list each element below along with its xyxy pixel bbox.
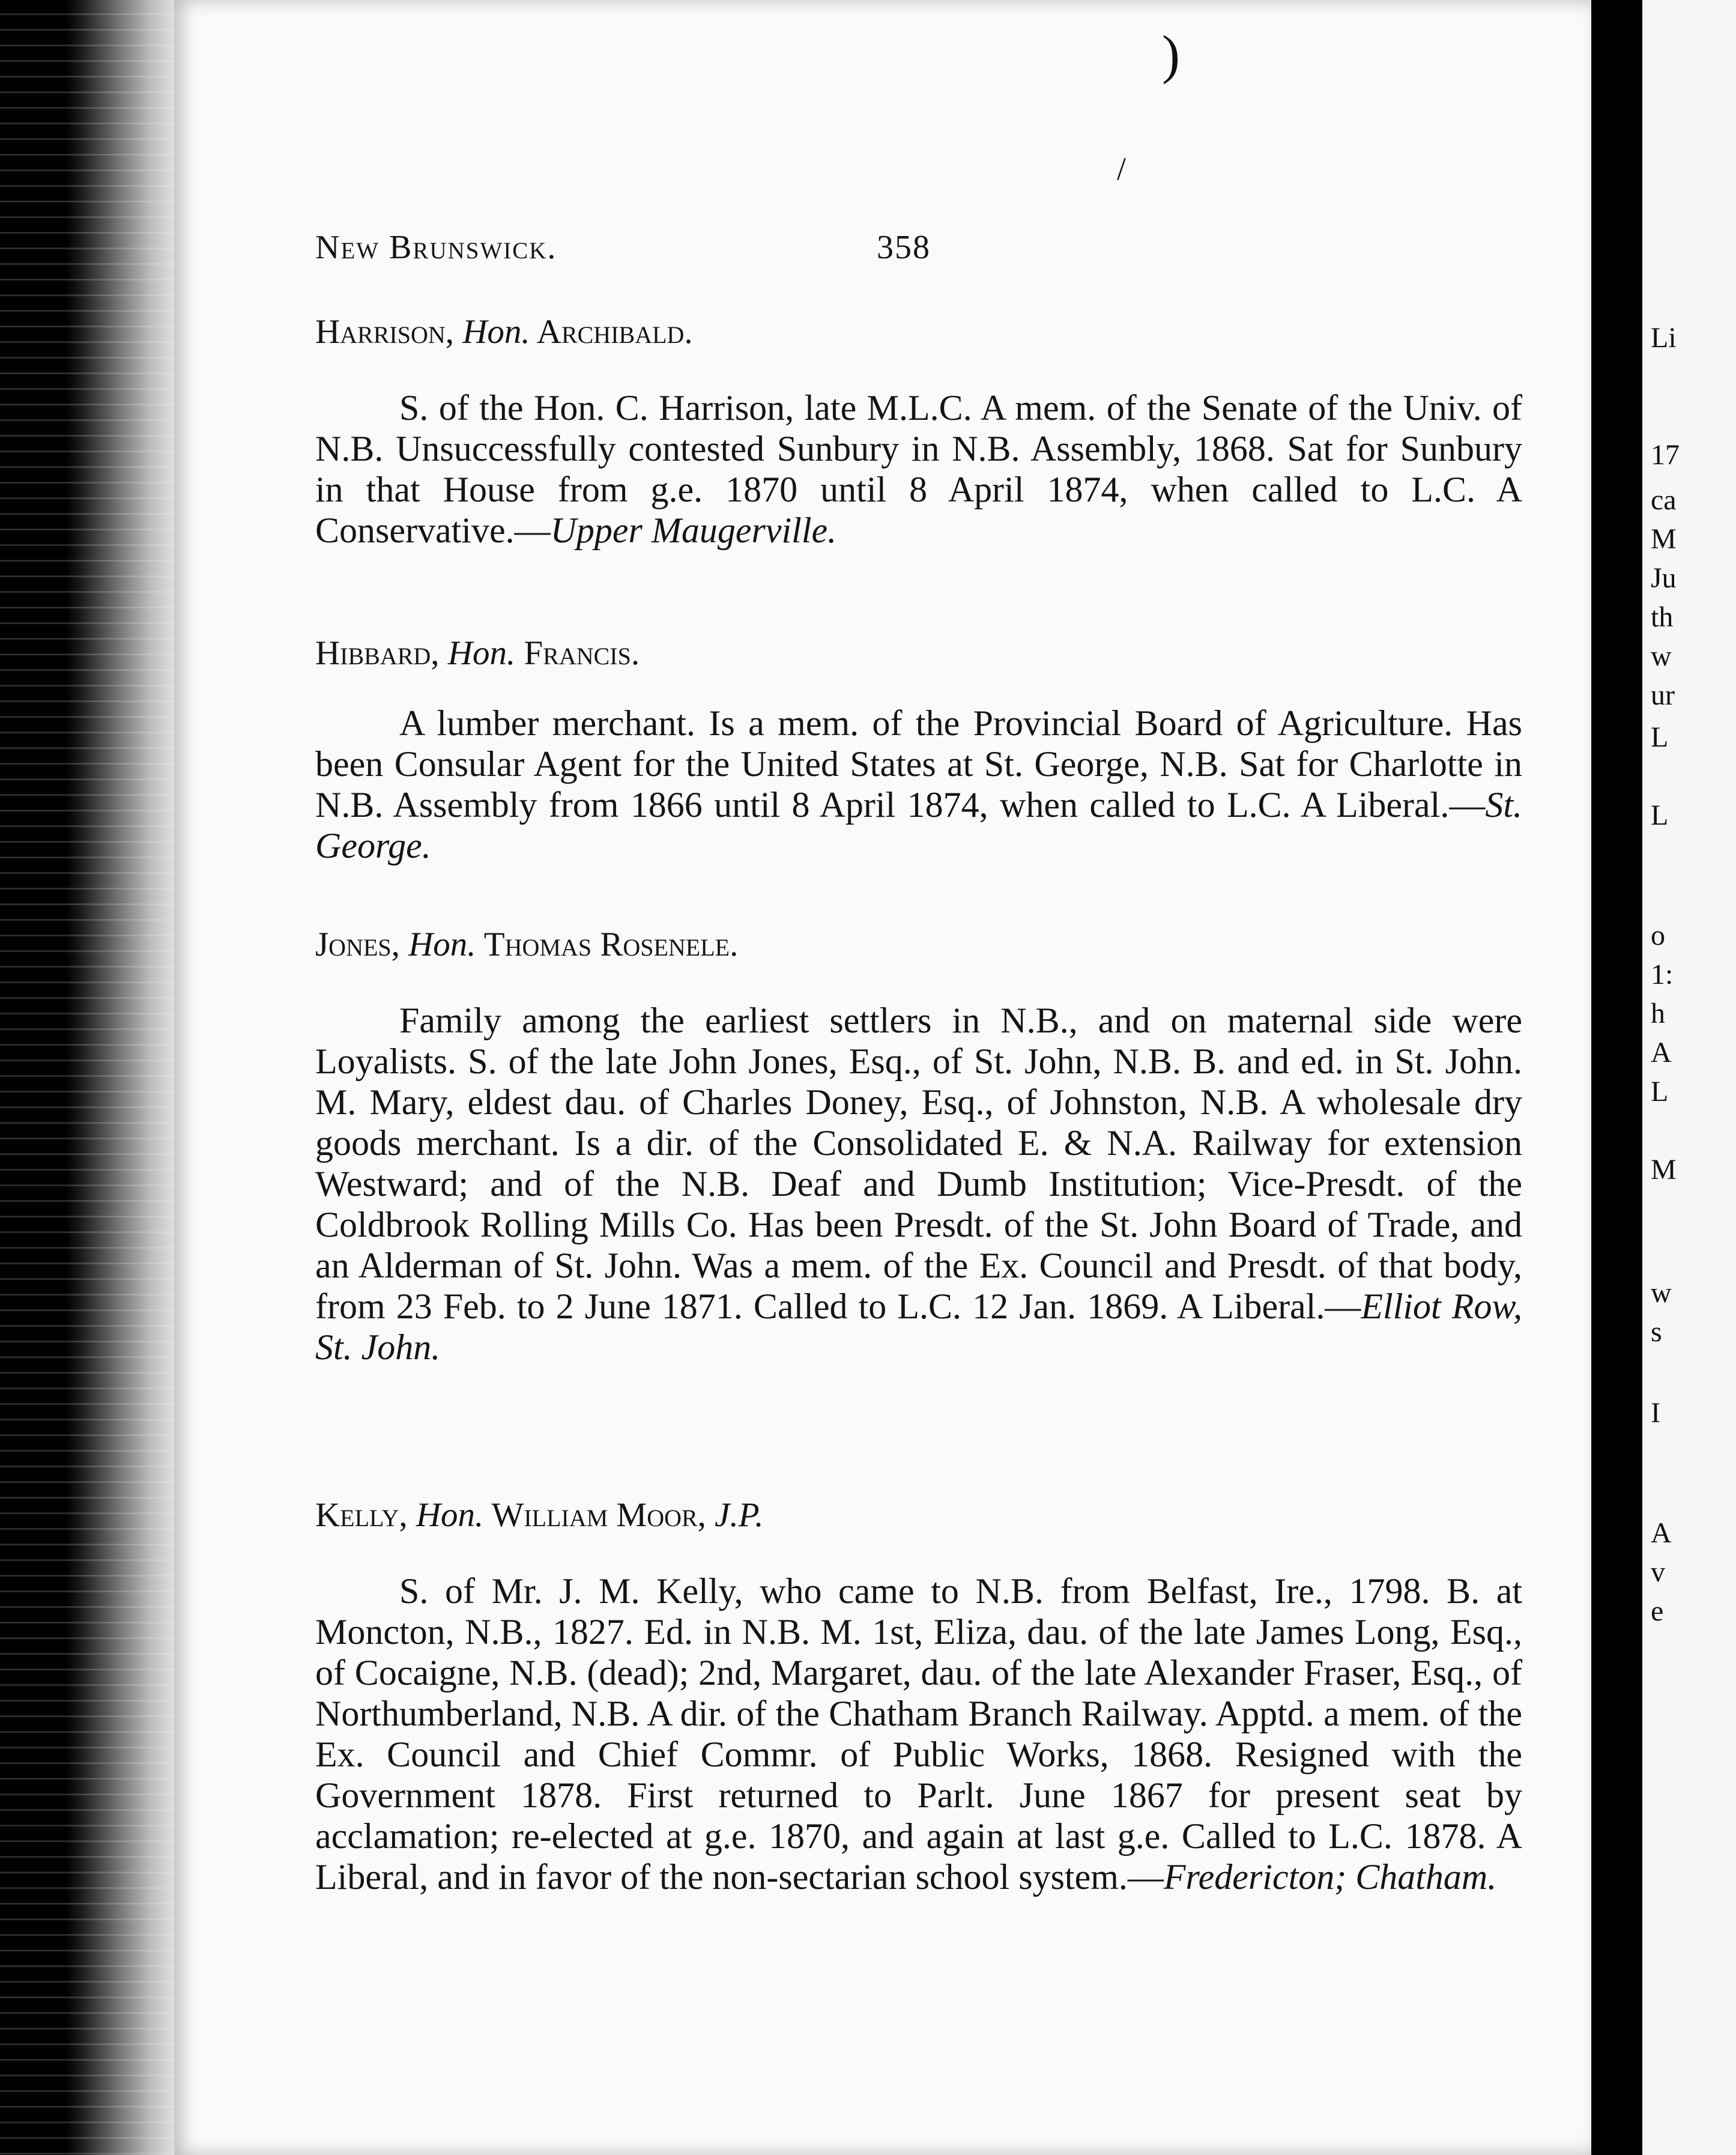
fragment-text: A xyxy=(1651,1037,1672,1068)
fragment-text: v xyxy=(1651,1556,1665,1588)
fragment-text: ur xyxy=(1651,679,1675,711)
fragment-text: Ju xyxy=(1651,562,1677,594)
entry-heading xyxy=(315,634,640,673)
entry-body xyxy=(315,387,1522,551)
entry-title: Hon. xyxy=(447,634,516,672)
fragment-text: A xyxy=(1651,1517,1672,1549)
entry-surname: Harrison, xyxy=(315,313,454,351)
running-head-state: New Brunswick. xyxy=(315,229,557,266)
entry-suffix: J.P. xyxy=(715,1496,764,1534)
entry-body xyxy=(315,703,1522,866)
fragment-text: w xyxy=(1651,640,1672,672)
fragment-text: L xyxy=(1651,799,1669,831)
entry-text: Family among the earliest settlers in N.B., and on maternal side were Loyalists. S. of the late John Jones, Esq., of St. John, N.B. B. and ed. in St. John. M. Mary, eldest dau. of Charles Doney, Esq., of Johnston, N.B. A wholesale dry goods merchant. Is a dir. of the Consolidated E. & N.A. Railway for extension Westward; and of the N.B. Deaf and Dumb Institution; Vice-Presdt. of the Coldbrook Rolling Mills Co. Has been Presdt. of the St. John Board of Trade, and an Alderman of St. John. Was a mem. of the Ex. Council and Presdt. of that body, from 23 Feb. to 2 June 1871. Called to L.C. 12 Jan. 1869. A Liberal.— xyxy=(315,1001,1522,1326)
page-gutter xyxy=(1591,0,1642,2155)
fragment-text: o xyxy=(1651,920,1665,951)
entry-heading xyxy=(315,312,693,351)
fragment-text: 1: xyxy=(1651,959,1674,990)
book-binding-edge xyxy=(0,0,180,2155)
fragment-text: w xyxy=(1651,1277,1672,1309)
entry-residence: St. George. xyxy=(315,785,1522,865)
entry-surname: Kelly, xyxy=(315,1496,408,1534)
running-head xyxy=(315,228,1036,276)
entry-surname: Hibbard, xyxy=(315,634,440,672)
entry-title: Hon. xyxy=(416,1496,484,1534)
entry-text: S. of the Hon. C. Harrison, late M.L.C. A mem. of the Senate of the Univ. of N.B. Unsuccessfully contested Sunbury in N.B. Assembly, 1868. Sat for Sunbury in that House from g.e. 1870 until 8 April 1874, when called to L.C. A Conservative.— xyxy=(315,388,1522,550)
entry-heading xyxy=(315,925,738,964)
entry-residence: Fredericton; Chatham. xyxy=(1163,1857,1497,1897)
entry-given-name: William Moor, xyxy=(491,1496,706,1534)
fragment-text: M xyxy=(1651,523,1677,555)
entry-residence: Elliot Row, St. John. xyxy=(315,1287,1523,1367)
fragment-text: s xyxy=(1651,1316,1662,1348)
entry-given-name: Thomas Rosenele. xyxy=(483,926,739,963)
entry-heading xyxy=(315,1496,763,1535)
fragment-text: I xyxy=(1651,1397,1660,1429)
fragment-text: L xyxy=(1651,1076,1669,1108)
entry-given-name: Francis. xyxy=(524,634,640,672)
fragment-text: e xyxy=(1651,1595,1664,1627)
fragment-text: Li xyxy=(1651,322,1677,354)
fragment-text: h xyxy=(1651,998,1665,1029)
entry-title: Hon. xyxy=(462,313,530,351)
entry-title: Hon. xyxy=(408,926,476,963)
page-mark: / xyxy=(1117,151,1127,187)
fragment-text: M xyxy=(1651,1154,1677,1186)
fragment-text: L xyxy=(1651,721,1669,753)
fragment-text: th xyxy=(1651,601,1674,633)
page-number: 358 xyxy=(877,229,931,266)
page-mark: ) xyxy=(1162,25,1180,85)
entry-surname: Jones, xyxy=(315,926,400,963)
entry-text: S. of Mr. J. M. Kelly, who came to N.B. from Belfast, Ire., 1798. B. at Moncton, N.B., 1827. Ed. in N.B. M. 1st, Eliza, dau. of the late James Long, Esq., of Cocaigne, N.B. (dead); 2nd, Margaret, dau. of the late Alexander Fraser, Esq., of Northumberland, N.B. A dir. of the Chatham Branch Railway. Apptd. a mem. of the Ex. Council and Chief Commr. of Public Works, 1868. Resigned with the Government 1878. First returned to Parlt. June 1867 for present seat by acclamation; re-elected at g.e. 1870, and again at last g.e. Called to L.C. 1878. A Liberal, and in favor of the non-sectarian school system.— xyxy=(315,1571,1522,1897)
entry-residence: Upper Maugerville. xyxy=(550,511,837,550)
fragment-text: 17 xyxy=(1651,439,1680,471)
entry-text: A lumber merchant. Is a mem. of the Provincial Board of Agriculture. Has been Consular Agent for the United States at St. George, N.B. Sat for Charlotte in N.B. Assembly from 1866 until 8 April 1874, when called to L.C. A Liberal.— xyxy=(315,703,1522,825)
fragment-text: ca xyxy=(1651,484,1677,516)
adjacent-page-edge xyxy=(1642,0,1736,2155)
entry-body xyxy=(315,1000,1522,1368)
entry-body xyxy=(315,1571,1522,1897)
entry-given-name: Archibald. xyxy=(536,313,693,351)
